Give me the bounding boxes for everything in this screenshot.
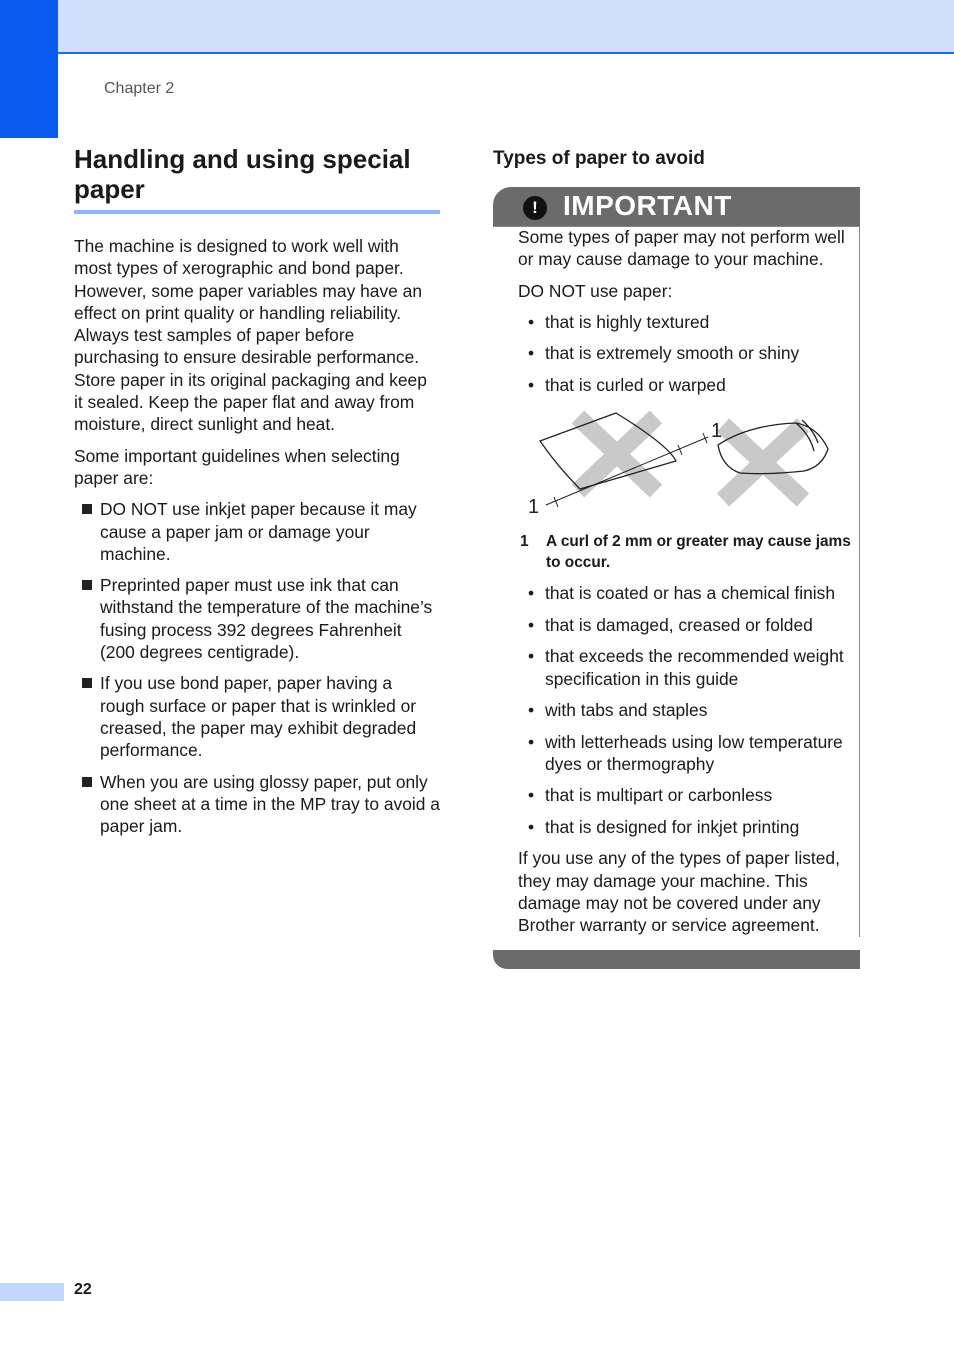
dot-bullet-icon: • [528,583,535,604]
important-footer-text: If you use any of the types of paper listed, they may damage your machine. This damage may not be covered under any Brother warranty or service agreement. [518,848,840,936]
guideline-item: DO NOT use inkjet paper because it may cause a paper jam or damage your machine. [74,498,440,565]
important-intro: Some types of paper may not perform well or may cause damage to your machine. [518,227,845,270]
square-bullet-icon [82,678,92,688]
avoid-item: • that is multipart or carbonless [528,785,773,806]
guideline-item: If you use bond paper, paper having a rough surface or paper that is wrinkled or creased, the paper may exhibit degraded performance. [74,672,440,761]
dot-bullet-icon: • [528,731,535,752]
figure-caption [518,531,857,573]
dot-bullet-icon: • [528,311,535,332]
dot-bullet-icon: • [528,816,535,837]
square-bullet-icon [82,504,92,514]
chapter-tab [0,0,58,138]
important-title: IMPORTANT [563,190,732,221]
do-not-label: DO NOT use paper: [518,280,673,301]
important-header [493,187,860,226]
avoid-item: • with tabs and staples [528,700,708,721]
square-bullet-icon [82,580,92,590]
avoid-item: • that is highly textured [528,311,710,332]
section-title: Handling and using special paper [74,144,440,214]
chapter-label: Chapter 2 [104,80,175,97]
avoid-list-b [518,582,857,838]
curled-paper-illustration [518,405,848,525]
guideline-item: Preprinted paper must use ink that can withstand the temperature of the machine’s fusing process 392 degrees Fahrenheit (200 degrees centigrade). [74,574,440,663]
page-number: 22 [74,1281,92,1298]
dot-bullet-icon: • [528,700,535,721]
dot-bullet-icon: • [528,646,535,667]
subsection-title: Types of paper to avoid [493,148,705,169]
cross-icon [578,417,803,500]
avoid-list-a [518,311,857,396]
avoid-item: • that is curled or warped [528,374,726,395]
square-bullet-icon [82,777,92,787]
curled-paper-figure [518,405,857,525]
guideline-item: When you are using glossy paper, put only one sheet at a time in the MP tray to avoid a paper jam. [74,771,440,838]
dot-bullet-icon: • [528,374,535,395]
avoid-item: • with letterheads using low temperature dyes or thermography [528,731,843,774]
page-number-band [0,1283,64,1301]
avoid-item: • that is designed for inkjet printing [528,816,800,837]
avoid-item: • that is damaged, creased or folded [528,614,813,635]
avoid-item: • that is extremely smooth or shiny [528,343,800,364]
caption-text: A curl of 2 mm or greater may cause jams to occur. [546,533,851,572]
intro-paragraph: The machine is designed to work well with most types of xerographic and bond paper. However, some paper variables may have an effect on print quality or handling reliability. Always test samples of paper before purchasing to ensure desirable performance. Store paper in its original packaging and keep it sealed. Keep the paper flat and away from moisture, direct sunlight and heat. [74,236,427,435]
avoid-item: • that is coated or has a chemical finish [528,583,835,604]
avoid-item: • that exceeds the recommended weight specification in this guide [528,646,844,689]
header-band [0,0,954,54]
dot-bullet-icon: • [528,343,535,364]
dot-bullet-icon: • [528,785,535,806]
guidelines-list [74,498,440,837]
figure-label-left: 1 [528,496,540,519]
left-column [74,144,440,846]
important-box [493,226,860,937]
important-footer-bar [493,950,860,969]
caption-number: 1 [520,533,529,551]
dot-bullet-icon: • [528,614,535,635]
exclamation-icon: ! [523,196,547,220]
figure-label-right: 1 [711,420,723,443]
right-column [493,146,860,969]
guidelines-intro: Some important guidelines when selecting paper are: [74,445,400,488]
